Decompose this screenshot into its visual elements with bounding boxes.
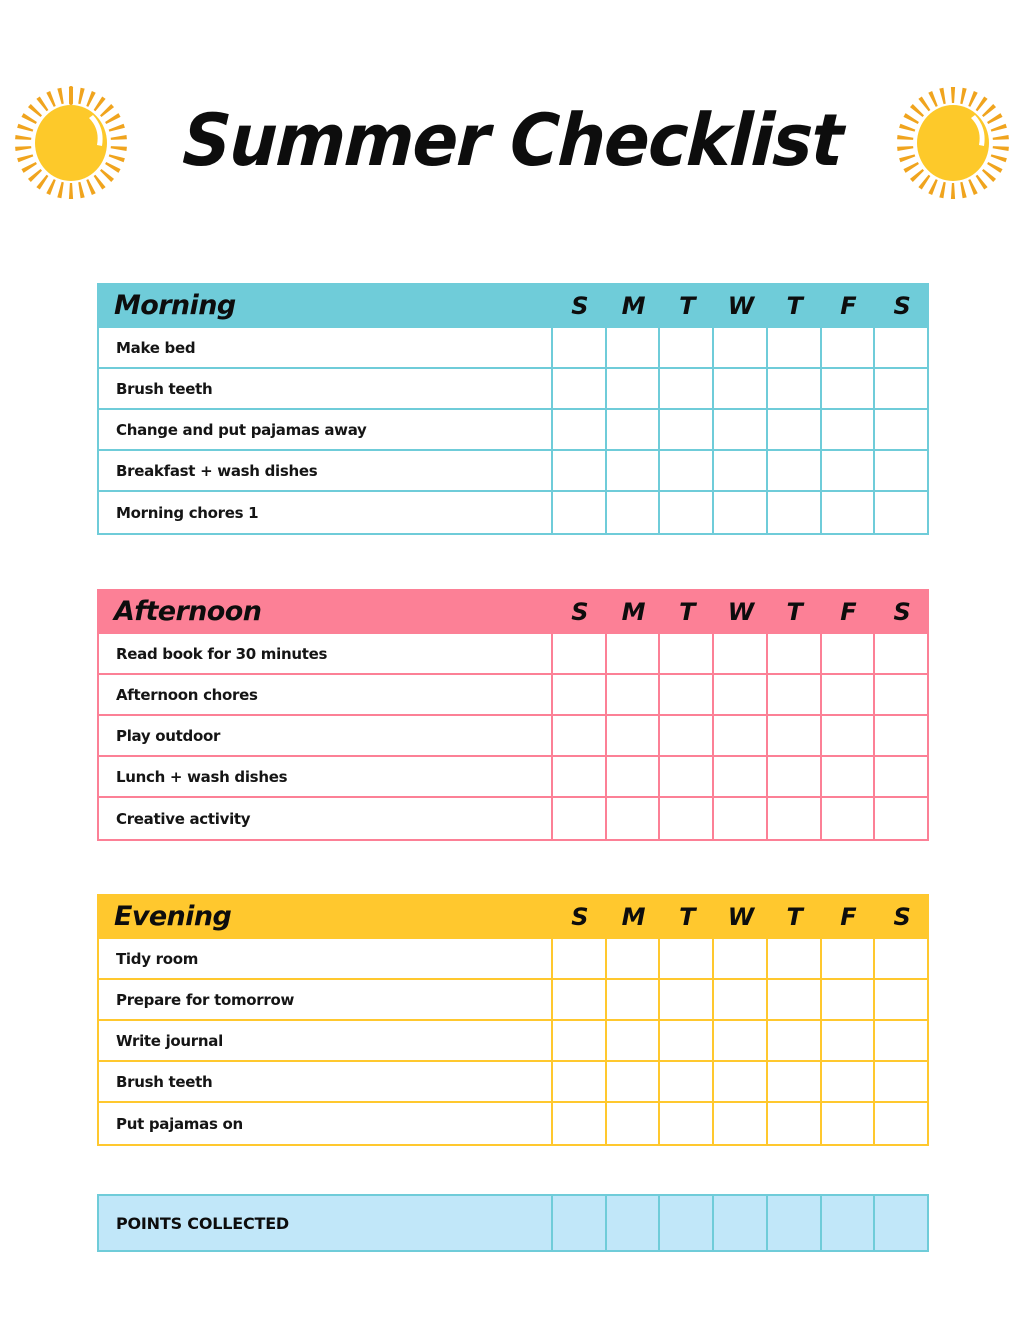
- table-row: [99, 1103, 927, 1144]
- checkbox-cell[interactable]: [712, 980, 766, 1019]
- task-label: Brush teeth: [116, 379, 213, 398]
- checkbox-cell[interactable]: [873, 451, 927, 490]
- day-header-thu: T: [786, 597, 803, 626]
- task-checkboxes: [551, 1021, 927, 1060]
- checkbox-cell[interactable]: [873, 1062, 927, 1101]
- checkbox-cell[interactable]: [873, 939, 927, 978]
- checkbox-cell[interactable]: [605, 369, 659, 408]
- task-label: Tidy room: [116, 949, 199, 968]
- task-checkboxes: [551, 798, 927, 839]
- checkbox-cell[interactable]: [658, 1021, 712, 1060]
- task-checkboxes: [551, 980, 927, 1019]
- section-title-afternoon: Afternoon: [114, 596, 262, 627]
- task-checkboxes: [551, 939, 927, 978]
- table-row: [99, 939, 927, 980]
- day-header-sat: S: [893, 291, 911, 320]
- day-header-mon: M: [621, 597, 646, 626]
- day-headers-evening: [553, 894, 929, 939]
- checkbox-cell[interactable]: [766, 451, 820, 490]
- checkbox-cell[interactable]: [873, 634, 927, 673]
- day-header-sat: S: [893, 597, 911, 626]
- checkbox-cell[interactable]: [551, 410, 605, 449]
- checkbox-cell[interactable]: [658, 980, 712, 1019]
- task-checkboxes: [551, 369, 927, 408]
- table-row: [99, 410, 927, 451]
- checkbox-cell[interactable]: [605, 328, 659, 367]
- checkbox-cell[interactable]: [551, 716, 605, 755]
- day-header-tue: T: [679, 902, 696, 931]
- checkbox-cell[interactable]: [766, 1062, 820, 1101]
- checkbox-cell[interactable]: [658, 451, 712, 490]
- points-cell[interactable]: [605, 1196, 659, 1250]
- table-row: [99, 451, 927, 492]
- checkbox-cell[interactable]: [820, 980, 874, 1019]
- checkbox-cell[interactable]: [873, 716, 927, 755]
- task-checkboxes: [551, 492, 927, 533]
- table-row: [99, 328, 927, 369]
- section-evening: [97, 894, 929, 1146]
- checkbox-cell[interactable]: [712, 492, 766, 533]
- task-checkboxes: [551, 716, 927, 755]
- checkbox-cell[interactable]: [873, 492, 927, 533]
- checkbox-cell[interactable]: [820, 410, 874, 449]
- checkbox-cell[interactable]: [605, 716, 659, 755]
- table-row: [99, 369, 927, 410]
- checkbox-cell[interactable]: [873, 1021, 927, 1060]
- task-checkboxes: [551, 757, 927, 796]
- day-headers-morning: [553, 283, 929, 328]
- checkbox-cell[interactable]: [658, 328, 712, 367]
- checkbox-cell[interactable]: [605, 451, 659, 490]
- checkbox-cell[interactable]: [766, 798, 820, 839]
- task-label: Lunch + wash dishes: [116, 767, 288, 786]
- checkbox-cell[interactable]: [766, 716, 820, 755]
- day-header-mon: M: [621, 902, 646, 931]
- checkbox-cell[interactable]: [658, 492, 712, 533]
- checkbox-cell[interactable]: [820, 369, 874, 408]
- task-label: Afternoon chores: [116, 685, 258, 704]
- checkbox-cell[interactable]: [605, 757, 659, 796]
- checkbox-cell[interactable]: [712, 939, 766, 978]
- points-cell[interactable]: [873, 1196, 927, 1250]
- day-header-tue: T: [679, 291, 696, 320]
- task-label: Play outdoor: [116, 726, 221, 745]
- day-header-sun: S: [571, 902, 589, 931]
- section-afternoon: [97, 589, 929, 841]
- checkbox-cell[interactable]: [820, 798, 874, 839]
- checkbox-cell[interactable]: [820, 757, 874, 796]
- task-rows-evening: [97, 939, 929, 1146]
- checkbox-cell[interactable]: [551, 492, 605, 533]
- checkbox-cell[interactable]: [551, 980, 605, 1019]
- day-header-mon: M: [621, 291, 646, 320]
- page-header: [0, 78, 1024, 208]
- checkbox-cell[interactable]: [820, 492, 874, 533]
- checkbox-cell[interactable]: [605, 1103, 659, 1144]
- section-header-afternoon: [97, 589, 929, 634]
- checkbox-cell[interactable]: [820, 1062, 874, 1101]
- checkbox-cell[interactable]: [551, 634, 605, 673]
- checkbox-cell[interactable]: [712, 369, 766, 408]
- checkbox-cell[interactable]: [766, 369, 820, 408]
- day-header-wed: W: [727, 902, 755, 931]
- checkbox-cell[interactable]: [820, 1103, 874, 1144]
- day-header-wed: W: [727, 291, 755, 320]
- day-header-sun: S: [571, 291, 589, 320]
- points-collected-row: [97, 1194, 929, 1252]
- points-cell[interactable]: [766, 1196, 820, 1250]
- task-label: Read book for 30 minutes: [116, 644, 328, 663]
- checkbox-cell[interactable]: [605, 492, 659, 533]
- checkbox-cell[interactable]: [658, 757, 712, 796]
- checkbox-cell[interactable]: [820, 675, 874, 714]
- checkbox-cell[interactable]: [766, 1021, 820, 1060]
- checkbox-cell[interactable]: [658, 798, 712, 839]
- checkbox-cell[interactable]: [551, 675, 605, 714]
- day-header-tue: T: [679, 597, 696, 626]
- checkbox-cell[interactable]: [658, 939, 712, 978]
- checkbox-cell[interactable]: [551, 451, 605, 490]
- points-collected-label: POINTS COLLECTED: [116, 1213, 290, 1233]
- checkbox-cell[interactable]: [712, 675, 766, 714]
- task-label: Breakfast + wash dishes: [116, 461, 318, 480]
- checkbox-cell[interactable]: [605, 980, 659, 1019]
- checkbox-cell[interactable]: [820, 451, 874, 490]
- day-header-sun: S: [571, 597, 589, 626]
- task-checkboxes: [551, 1103, 927, 1144]
- sun-icon-left: [10, 82, 132, 204]
- day-header-fri: F: [840, 902, 857, 931]
- checkbox-cell[interactable]: [873, 980, 927, 1019]
- table-row: [99, 675, 927, 716]
- task-checkboxes: [551, 451, 927, 490]
- table-row: [99, 716, 927, 757]
- table-row: [99, 1021, 927, 1062]
- checkbox-cell[interactable]: [605, 939, 659, 978]
- checkbox-cell[interactable]: [551, 1021, 605, 1060]
- task-checkboxes: [551, 328, 927, 367]
- checkbox-cell[interactable]: [605, 675, 659, 714]
- task-label: Prepare for tomorrow: [116, 990, 295, 1009]
- table-row: [99, 980, 927, 1021]
- checkbox-cell[interactable]: [820, 1021, 874, 1060]
- points-cell[interactable]: [820, 1196, 874, 1250]
- checkbox-cell[interactable]: [551, 1062, 605, 1101]
- day-header-thu: T: [786, 291, 803, 320]
- table-row: [99, 492, 927, 533]
- section-morning: [97, 283, 929, 535]
- day-headers-afternoon: [553, 589, 929, 634]
- checkbox-cell[interactable]: [551, 369, 605, 408]
- day-header-thu: T: [786, 902, 803, 931]
- task-rows-afternoon: [97, 634, 929, 841]
- checkbox-cell[interactable]: [766, 328, 820, 367]
- checkbox-cell[interactable]: [712, 451, 766, 490]
- checkbox-cell[interactable]: [766, 980, 820, 1019]
- task-label: Write journal: [116, 1031, 223, 1050]
- table-row: [99, 634, 927, 675]
- points-cell[interactable]: [551, 1196, 605, 1250]
- checkbox-cell[interactable]: [873, 1103, 927, 1144]
- checkbox-cell[interactable]: [712, 716, 766, 755]
- section-title-evening: Evening: [114, 901, 232, 932]
- checkbox-cell[interactable]: [658, 716, 712, 755]
- checkbox-cell[interactable]: [712, 1103, 766, 1144]
- checkbox-cell[interactable]: [605, 1021, 659, 1060]
- section-header-evening: [97, 894, 929, 939]
- checkbox-cell[interactable]: [605, 1062, 659, 1101]
- checkbox-cell[interactable]: [551, 939, 605, 978]
- checkbox-cell[interactable]: [658, 1103, 712, 1144]
- checkbox-cell[interactable]: [712, 410, 766, 449]
- task-checkboxes: [551, 410, 927, 449]
- checkbox-cell[interactable]: [766, 757, 820, 796]
- points-collected-cells: [551, 1196, 927, 1250]
- checkbox-cell[interactable]: [605, 410, 659, 449]
- task-label: Make bed: [116, 338, 196, 357]
- sun-icon-right: [892, 82, 1014, 204]
- task-label: Put pajamas on: [116, 1114, 243, 1133]
- task-checkboxes: [551, 1062, 927, 1101]
- table-row: [99, 757, 927, 798]
- checkbox-cell[interactable]: [551, 757, 605, 796]
- section-header-morning: [97, 283, 929, 328]
- checkbox-cell[interactable]: [766, 634, 820, 673]
- checkbox-cell[interactable]: [605, 798, 659, 839]
- checkbox-cell[interactable]: [712, 328, 766, 367]
- checkbox-cell[interactable]: [873, 675, 927, 714]
- checkbox-cell[interactable]: [766, 939, 820, 978]
- checkbox-cell[interactable]: [712, 798, 766, 839]
- checkbox-cell[interactable]: [551, 798, 605, 839]
- checkbox-cell[interactable]: [873, 798, 927, 839]
- day-header-fri: F: [840, 291, 857, 320]
- points-cell[interactable]: [712, 1196, 766, 1250]
- day-header-fri: F: [840, 597, 857, 626]
- checkbox-cell[interactable]: [658, 369, 712, 408]
- checkbox-cell[interactable]: [605, 634, 659, 673]
- task-label: Creative activity: [116, 809, 251, 828]
- checkbox-cell[interactable]: [551, 328, 605, 367]
- checkbox-cell[interactable]: [658, 675, 712, 714]
- checkbox-cell[interactable]: [820, 634, 874, 673]
- checkbox-cell[interactable]: [766, 410, 820, 449]
- checkbox-cell[interactable]: [873, 757, 927, 796]
- checkbox-cell[interactable]: [873, 328, 927, 367]
- checkbox-cell[interactable]: [712, 1021, 766, 1060]
- checkbox-cell[interactable]: [820, 328, 874, 367]
- table-row: [99, 1062, 927, 1103]
- checkbox-cell[interactable]: [658, 410, 712, 449]
- task-label: Morning chores 1: [116, 503, 259, 522]
- checkbox-cell[interactable]: [551, 1103, 605, 1144]
- checkbox-cell[interactable]: [820, 716, 874, 755]
- checkbox-cell[interactable]: [658, 1062, 712, 1101]
- section-title-morning: Morning: [114, 290, 236, 321]
- day-header-wed: W: [727, 597, 755, 626]
- checkbox-cell[interactable]: [873, 410, 927, 449]
- checkbox-cell[interactable]: [712, 1062, 766, 1101]
- checkbox-cell[interactable]: [820, 939, 874, 978]
- table-row: [99, 798, 927, 839]
- checkbox-cell[interactable]: [712, 757, 766, 796]
- checkbox-cell[interactable]: [766, 492, 820, 533]
- task-label: Change and put pajamas away: [116, 420, 367, 439]
- task-checkboxes: [551, 634, 927, 673]
- points-cell[interactable]: [658, 1196, 712, 1250]
- checkbox-cell[interactable]: [658, 634, 712, 673]
- page-title: Summer Checklist: [180, 98, 844, 182]
- day-header-sat: S: [893, 902, 911, 931]
- checkbox-cell[interactable]: [766, 1103, 820, 1144]
- checkbox-cell[interactable]: [766, 675, 820, 714]
- checkbox-cell[interactable]: [712, 634, 766, 673]
- checkbox-cell[interactable]: [873, 369, 927, 408]
- task-checkboxes: [551, 675, 927, 714]
- task-label: Brush teeth: [116, 1072, 213, 1091]
- task-rows-morning: [97, 328, 929, 535]
